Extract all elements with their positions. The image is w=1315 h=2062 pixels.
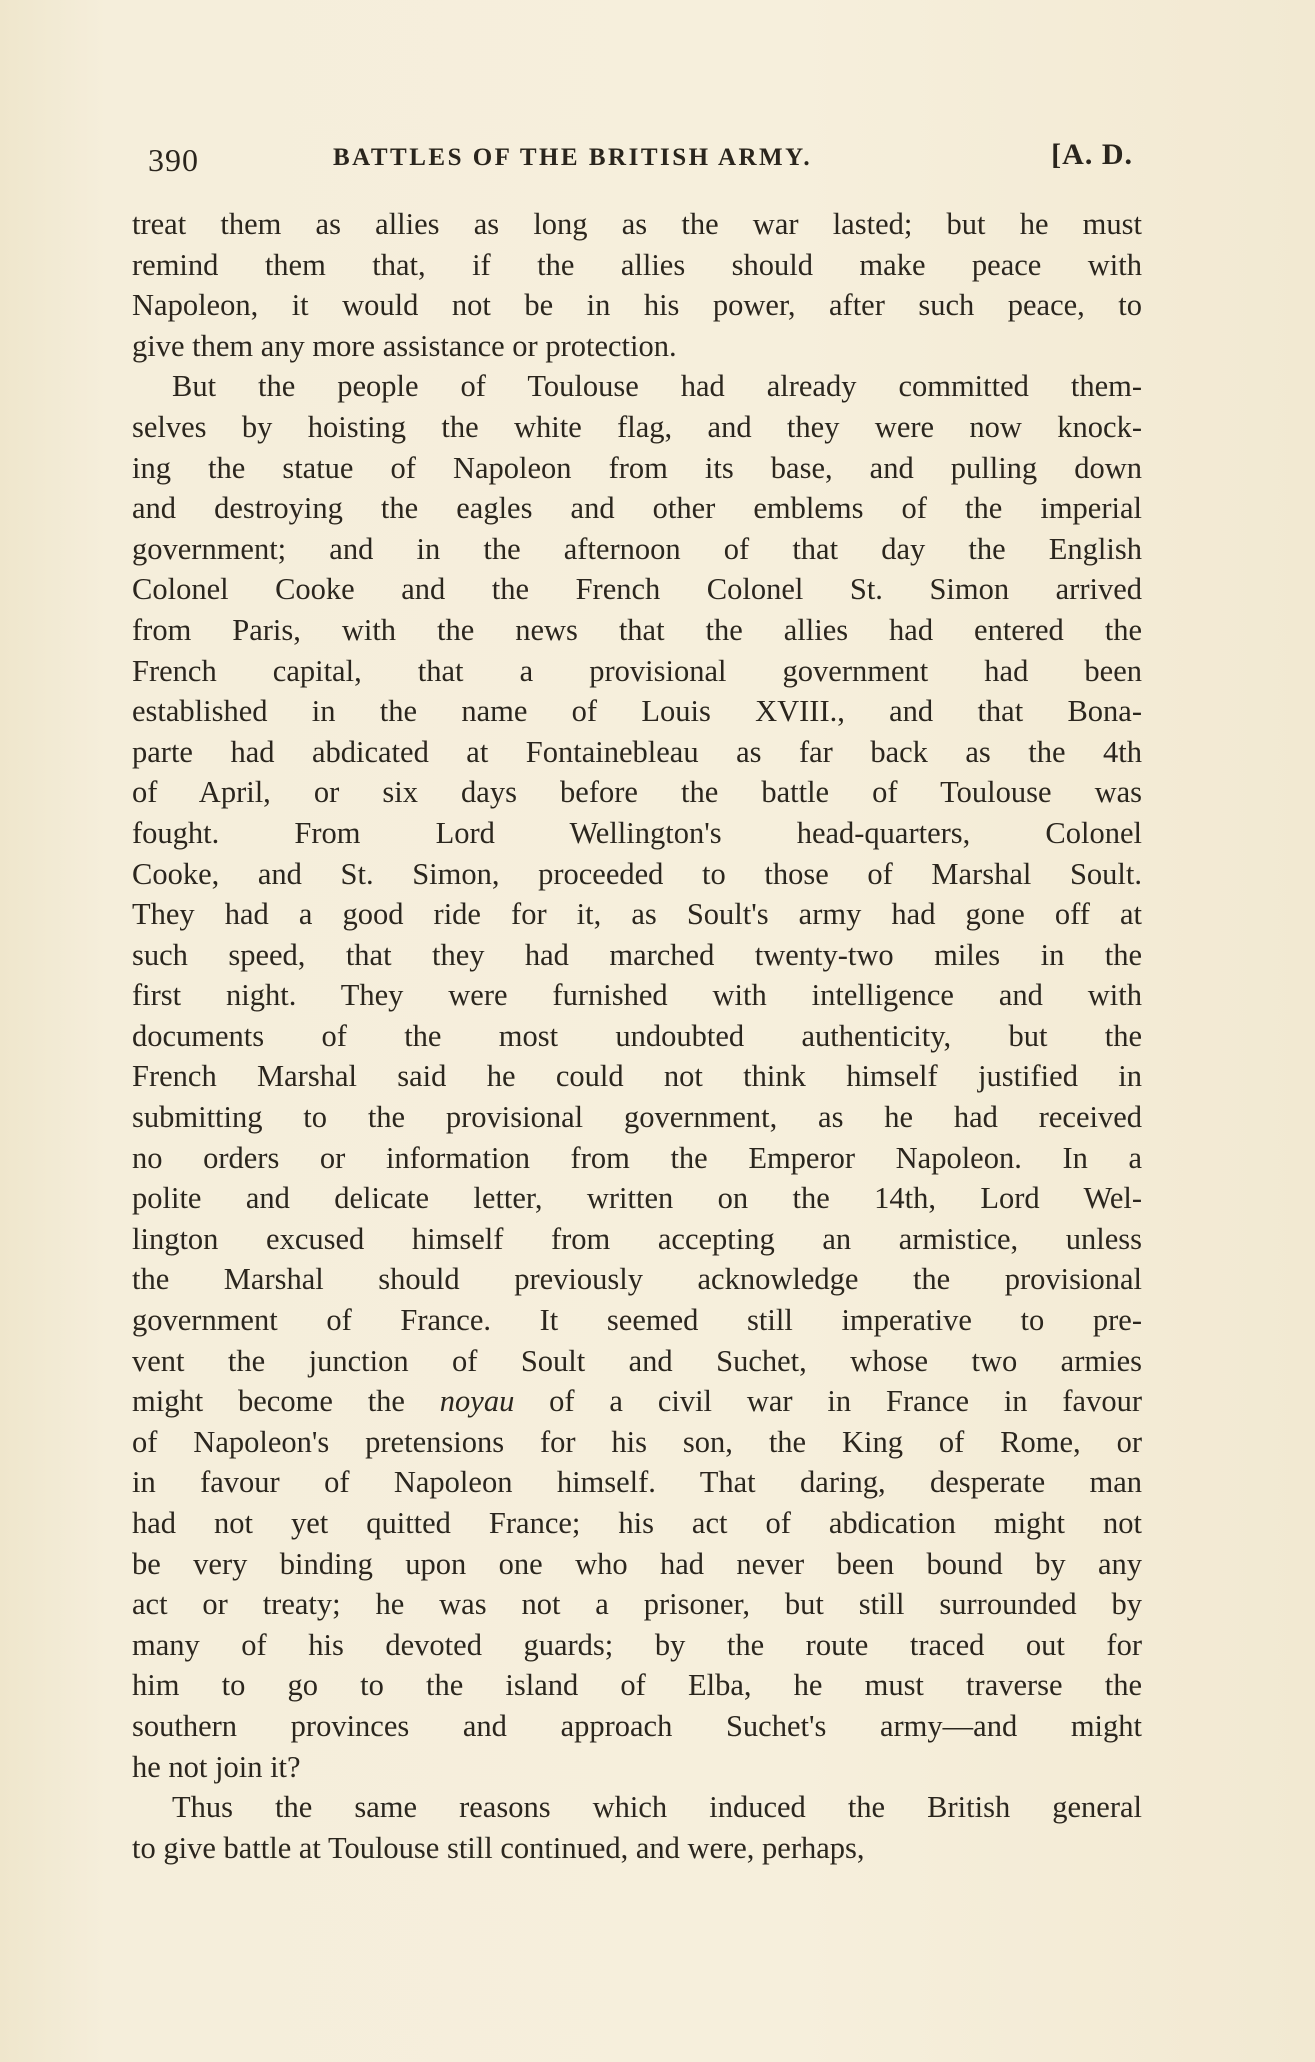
date-bracket-mark: [A. D. [1051, 138, 1133, 171]
italic-word: noyau [439, 1384, 515, 1419]
text-line: to give battle at Toulouse still continued, and were, perhaps, [132, 1830, 865, 1865]
text-line: of April, or six days before the battle of Toulouse was [132, 775, 1142, 810]
text-line: documents of the most undoubted authenticity, but the [132, 1018, 1142, 1053]
text-line: Thus the same reasons which induced the British general [172, 1790, 1142, 1825]
page-header [148, 138, 1133, 182]
text-line: no orders or information from the Emperor Napoleon. In a [132, 1140, 1142, 1175]
text-line: be very binding upon one who had never been bound by any [132, 1546, 1142, 1581]
text-segment: might become the [132, 1384, 440, 1419]
text-line: selves by hoisting the white flag, and they were now knock- [132, 409, 1142, 444]
text-line: lington excused himself from accepting an armistice, unless [132, 1221, 1142, 1256]
text-line: such speed, that they had marched twenty-two miles in the [132, 937, 1142, 972]
running-head: BATTLES OF THE BRITISH ARMY. [333, 144, 813, 171]
text-line: first night. They were furnished with intelligence and with [132, 978, 1142, 1013]
text-line [132, 1381, 1142, 1422]
text-line: government of France. It seemed still imperative to pre- [132, 1303, 1142, 1338]
text-line: in favour of Napoleon himself. That daring, desperate man [132, 1465, 1142, 1500]
text-line: ing the statue of Napoleon from its base, and pulling down [132, 450, 1142, 485]
page-number: 390 [148, 142, 199, 178]
body-text [132, 204, 1142, 1868]
text-line: submitting to the provisional government, as he had received [132, 1100, 1142, 1135]
text-line: fought. From Lord Wellington's head-quarters, Colonel [132, 815, 1142, 850]
text-line: many of his devoted guards; by the route traced out for [132, 1627, 1142, 1662]
text-line: and destroying the eagles and other emblems of the imperial [132, 491, 1142, 526]
text-line: Colonel Cooke and the French Colonel St. Simon arrived [132, 572, 1142, 607]
text-line: vent the junction of Soult and Suchet, whose two armies [132, 1343, 1142, 1378]
text-line: parte had abdicated at Fontainebleau as far back as the 4th [132, 734, 1142, 769]
text-line: give them any more assistance or protection. [132, 328, 677, 363]
text-line: of Napoleon's pretensions for his son, the King of Rome, or [132, 1424, 1142, 1459]
text-line: government; and in the afternoon of that day the English [132, 531, 1142, 566]
text-line: established in the name of Louis XVIII., and that Bona- [132, 694, 1142, 729]
text-line: from Paris, with the news that the allies had entered the [132, 612, 1142, 647]
text-line: had not yet quitted France; his act of abdication might not [132, 1506, 1142, 1540]
text-line: But the people of Toulouse had already committed them- [172, 369, 1142, 404]
text-line: the Marshal should previously acknowledge the provisional [132, 1262, 1142, 1297]
text-line: remind them that, if the allies should make peace with [132, 247, 1142, 282]
text-line: treat them as allies as long as the war lasted; but he must [132, 207, 1142, 241]
text-line: polite and delicate letter, written on the 14th, Lord Wel- [132, 1181, 1142, 1216]
text-line: southern provinces and approach Suchet's army—and might [132, 1708, 1142, 1743]
text-line: French Marshal said he could not think himself justified in [132, 1059, 1142, 1094]
text-line: They had a good ride for it, as Soult's army had gone off at [132, 897, 1142, 932]
text-line: him to go to the island of Elba, he must traverse the [132, 1668, 1142, 1703]
text-line: French capital, that a provisional government had been [132, 653, 1142, 688]
text-line: Cooke, and St. Simon, proceeded to those of Marshal Soult. [132, 856, 1142, 891]
text-line: Napoleon, it would not be in his power, after such peace, to [132, 288, 1142, 323]
text-line: act or treaty; he was not a prisoner, but still surrounded by [132, 1587, 1142, 1622]
text-segment: of a civil war in France in favour [514, 1384, 1142, 1419]
text-line: he not join it? [132, 1749, 301, 1784]
